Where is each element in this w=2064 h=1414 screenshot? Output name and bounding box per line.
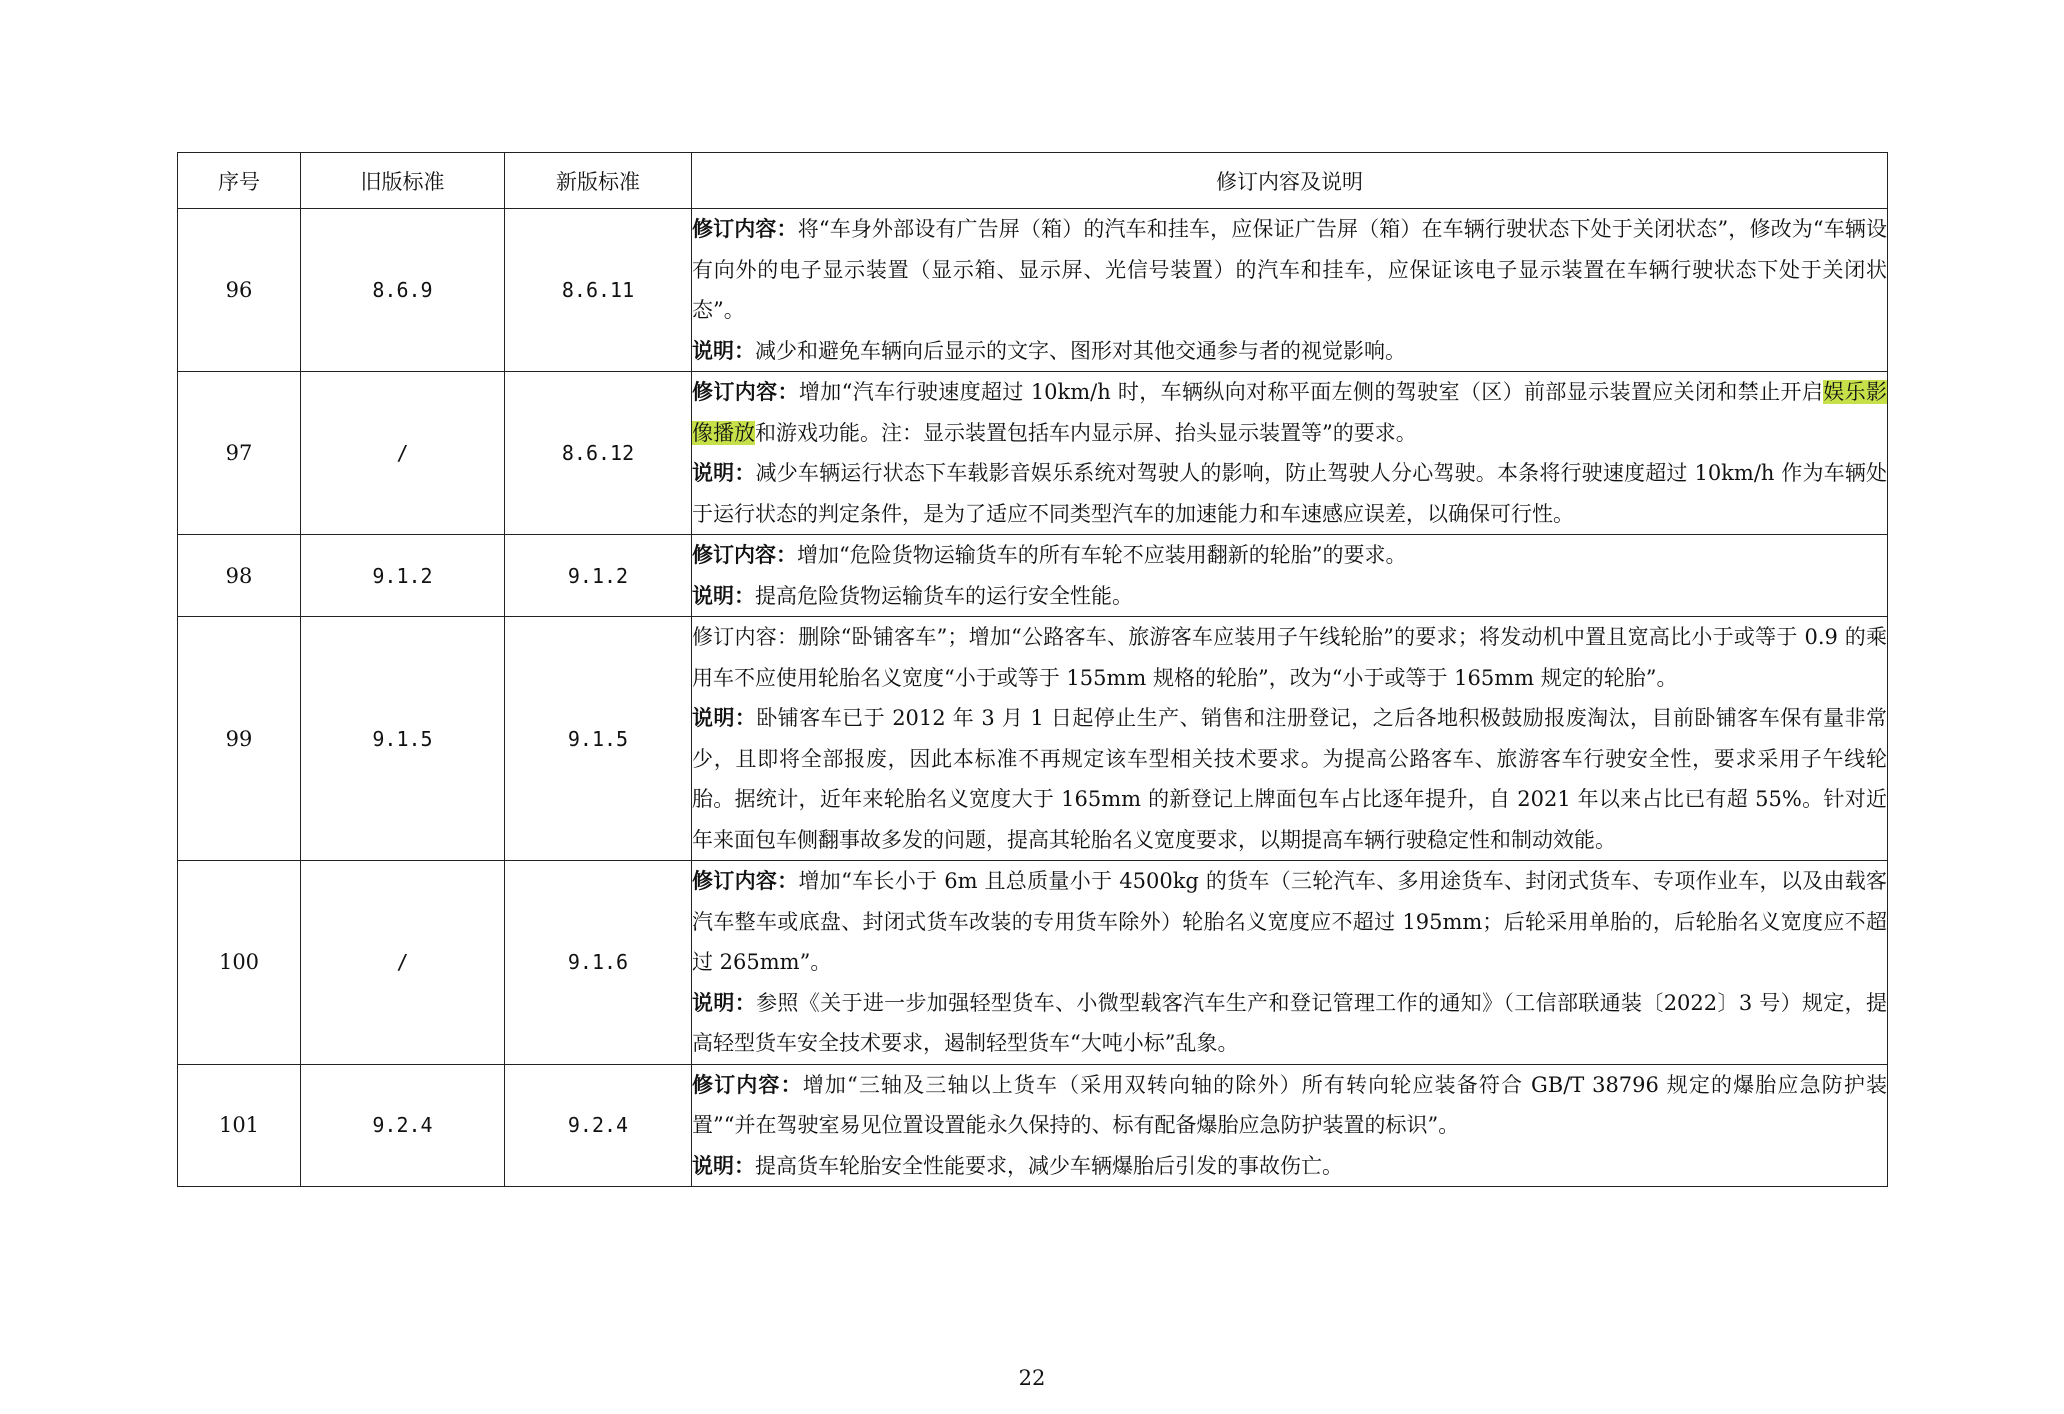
row-description xyxy=(692,209,1888,372)
explanation xyxy=(692,453,1887,534)
revision-text-part-b: 和游戏功能。注：显示装置包括车内显示屏、抬头显示装置等”的要求。 xyxy=(755,420,1417,445)
row-description xyxy=(692,861,1888,1065)
row-serial-no: 97 xyxy=(178,372,301,535)
row-description xyxy=(692,617,1888,861)
revision-content xyxy=(692,209,1887,331)
row-new-clause: 9.1.6 xyxy=(505,861,692,1065)
row-description xyxy=(692,1064,1888,1187)
explanation-label: 说明： xyxy=(692,460,756,485)
explanation-label: 说明： xyxy=(692,337,755,363)
revision-label: 修订内容： xyxy=(692,1071,803,1097)
row-new-clause: 9.1.2 xyxy=(505,535,692,617)
revision-label: 修订内容： xyxy=(692,216,798,241)
header-serial-no: 序号 xyxy=(178,153,301,209)
row-new-clause: 8.6.12 xyxy=(505,372,692,535)
explanation xyxy=(692,698,1887,860)
revision-content xyxy=(692,1065,1887,1146)
explanation-text: 减少和避免车辆向后显示的文字、图形对其他交通参与者的视觉影响。 xyxy=(755,338,1406,363)
table-row xyxy=(178,617,1888,861)
revision-label: 修订内容： xyxy=(692,379,799,404)
revision-label: 修订内容： xyxy=(692,868,799,893)
explanation-text: 减少车辆运行状态下车载影音娱乐系统对驾驶人的影响，防止驾驶人分心驾驶。本条将行驶速度超过 10km/h 作为车辆处于运行状态的判定条件，是为了适应不同类型汽车的加速能力和车速感应误差，以确保可行性。 xyxy=(692,461,1888,526)
revision-content xyxy=(692,372,1887,453)
revision-text: 增加“危险货物运输货车的所有车轮不应装用翻新的轮胎”的要求。 xyxy=(797,543,1407,567)
row-new-clause: 9.1.5 xyxy=(505,617,692,861)
row-old-clause: 9.1.5 xyxy=(301,617,505,861)
revision-table xyxy=(177,152,1888,1187)
explanation-label: 说明： xyxy=(692,989,757,1015)
explanation-label: 说明： xyxy=(692,582,755,608)
header-old-standard: 旧版标准 xyxy=(301,153,505,209)
table-row xyxy=(178,209,1888,372)
header-revision-description: 修订内容及说明 xyxy=(692,153,1888,209)
revision-text: 将“车身外部设有广告屏（箱）的汽车和挂车，应保证广告屏（箱）在车辆行驶状态下处于关闭状态”，修改为“车辆设有向外的电子显示装置（显示箱、显示屏、光信号装置）的汽车和挂车，应保证该电子显示装置在车辆行驶状态下处于关闭状态”。 xyxy=(692,217,1888,322)
row-old-clause: 9.1.2 xyxy=(301,535,505,617)
table-header-row xyxy=(178,153,1888,209)
table-row xyxy=(178,535,1888,617)
row-old-clause: / xyxy=(301,861,505,1065)
row-serial-no: 96 xyxy=(178,209,301,372)
explanation xyxy=(692,1146,1887,1187)
row-description xyxy=(692,535,1888,617)
table-row xyxy=(178,861,1888,1065)
row-serial-no: 100 xyxy=(178,861,301,1065)
table-row xyxy=(178,372,1888,535)
page-number: 22 xyxy=(1018,1366,1046,1390)
revision-content xyxy=(692,617,1887,698)
row-old-clause: / xyxy=(301,372,505,535)
explanation-text: 参照《关于进一步加强轻型货车、小微型载客汽车生产和登记管理工作的通知》（工信部联通装〔2022〕3 号）规定，提高轻型货车安全技术要求，遏制轻型货车“大吨小标”乱象。 xyxy=(692,990,1887,1055)
revision-content xyxy=(692,861,1887,983)
revision-text: 增加“车长小于 6m 且总质量小于 4500kg 的货车（三轮汽车、多用途货车、封闭式货车、专项作业车，以及由载客汽车整车或底盘、封闭式货车改装的专用货车除外）轮胎名义宽度应不超过 195mm；后轮采用单胎的，后轮胎名义宽度应不超过 265mm”。 xyxy=(692,869,1887,974)
row-new-clause: 9.2.4 xyxy=(505,1064,692,1187)
header-new-standard: 新版标准 xyxy=(505,153,692,209)
revision-text-part-a: 增加“汽车行驶速度超过 10km/h 时，车辆纵向对称平面左侧的驾驶室（区）前部显示装置应关闭和禁止开启 xyxy=(798,380,1824,404)
row-serial-no: 101 xyxy=(178,1064,301,1187)
revision-content xyxy=(692,535,1887,576)
explanation xyxy=(692,983,1887,1064)
explanation xyxy=(692,331,1887,372)
explanation-label: 说明： xyxy=(692,1152,755,1178)
revision-text: 删除“卧铺客车”；增加“公路客车、旅游客车应装用子午线轮胎”的要求；将发动机中置且宽高比小于或等于 0.9 的乘用车不应使用轮胎名义宽度“小于或等于 155mm 规格的轮胎”，改为“小于或等于 165mm 规定的轮胎”。 xyxy=(692,625,1888,690)
explanation xyxy=(692,576,1887,617)
revision-text: 增加“三轴及三轴以上货车（采用双转向轴的除外）所有转向轮应装备符合 GB/T 38796 规定的爆胎应急防护装置”“并在驾驶室易见位置设置能永久保持的、标有配备爆胎应急防护装置的标识”。 xyxy=(692,1072,1887,1137)
table-row xyxy=(178,1064,1888,1187)
explanation-text: 提高危险货物运输货车的运行安全性能。 xyxy=(755,583,1133,608)
row-serial-no: 98 xyxy=(178,535,301,617)
row-new-clause: 8.6.11 xyxy=(505,209,692,372)
row-description xyxy=(692,372,1888,535)
explanation-text: 提高货车轮胎安全性能要求，减少车辆爆胎后引发的事故伤亡。 xyxy=(755,1153,1343,1178)
row-old-clause: 9.2.4 xyxy=(301,1064,505,1187)
explanation-text: 卧铺客车已于 2012 年 3 月 1 日起停止生产、销售和注册登记，之后各地积极鼓励报废淘汰，目前卧铺客车保有量非常少，且即将全部报废，因此本标准不再规定该车型相关技术要求。为提高公路客车、旅游客车行驶安全性，要求采用子午线轮胎。据统计，近年来轮胎名义宽度大于 165mm 的新登记上牌面包车占比逐年提升，自 2021 年以来占比已有超 55%。针对近年来面包车侧翻事故多发的问题，提高其轮胎名义宽度要求，以期提高车辆行驶稳定性和制动效能。 xyxy=(692,706,1888,852)
revision-label: 修订内容： xyxy=(692,625,799,649)
row-serial-no: 99 xyxy=(178,617,301,861)
explanation-label: 说明： xyxy=(692,705,757,730)
row-old-clause: 8.6.9 xyxy=(301,209,505,372)
highlighted-text: 娱乐影像播放 xyxy=(692,380,1888,445)
revision-label: 修订内容： xyxy=(692,542,797,567)
